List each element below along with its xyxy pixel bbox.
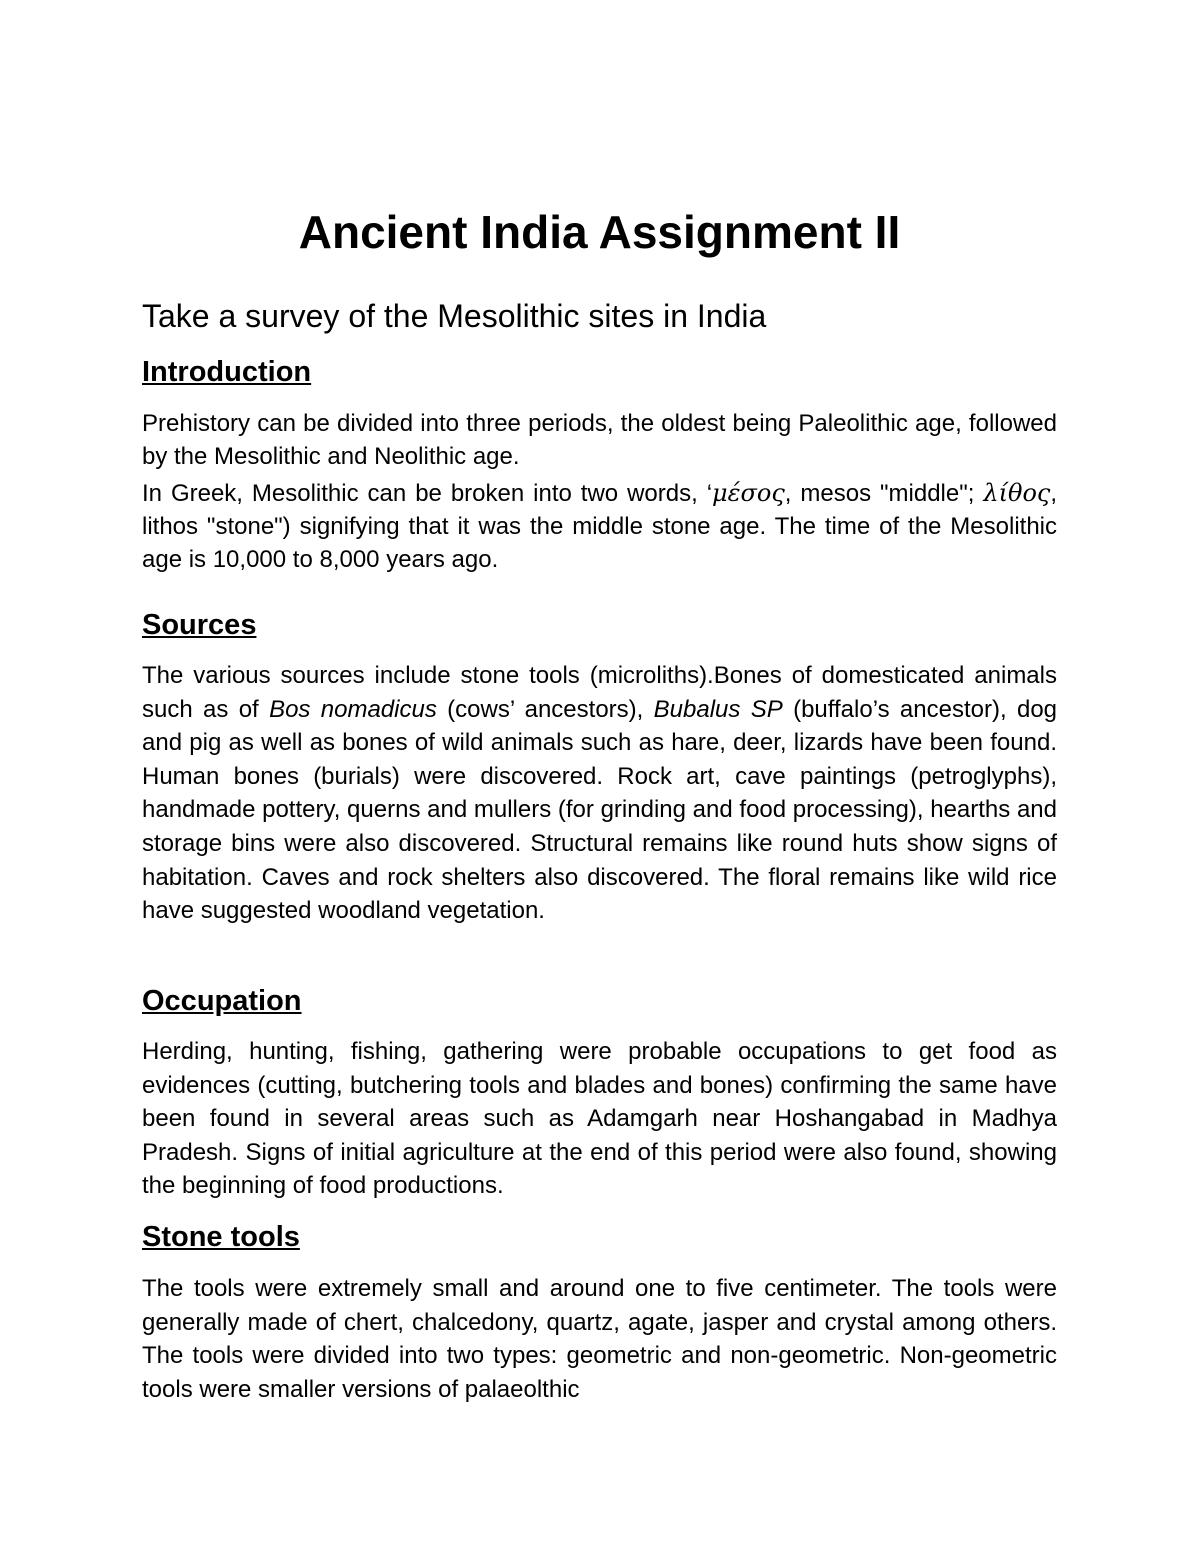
intro-text-a: In Greek, Mesolithic can be broken into two words, ‘ xyxy=(142,480,713,507)
intro-text-c: , lithos "stone") signifying that it was the middle stone age. The time of the Mesolithic age is 10,000 to 8,000 years ago. xyxy=(142,480,1058,573)
introduction-paragraph-2 xyxy=(142,477,1057,576)
species-bubalus-sp: Bubalus SP xyxy=(653,695,783,723)
sources-text-b: (cows’ ancestors), xyxy=(436,695,654,723)
occupation-heading: Occupation xyxy=(142,985,302,1017)
sources-text-a: The various sources include stone tools (microliths).Bones of domesticated animals such as of xyxy=(142,662,1057,723)
occupation-paragraph: Herding, hunting, fishing, gathering were probable occupations to get food as evidences (cutting, butchering tools and blades and bones) confirming the same have been found in several areas such as Adamgarh near Hoshangabad in Madhya Pradesh. Signs of initial agriculture at the end of this period were also found, showing the beginning of food productions. xyxy=(142,1038,1057,1200)
greek-word-lithos: λίθος xyxy=(983,479,1051,507)
species-bos-nomadicus: Bos nomadicus xyxy=(269,695,437,723)
sources-paragraph xyxy=(142,659,1057,928)
greek-word-mesos: μέσος xyxy=(712,479,785,507)
stone-tools-heading: Stone tools xyxy=(142,1221,300,1253)
sources-text-c: (buffalo’s ancestor), dog and pig as well as bones of wild animals such as hare, deer, lizards have been found. Human bones (burials) were discovered. Rock art, cave paintings (petroglyphs), handmade pottery, querns and mullers (for grinding and food processing), hearths and storage bins were also discovered. Structural remains like round huts show signs of habitation. Caves and rock shelters also discovered. The floral remains like wild rice have suggested woodland vegetation. xyxy=(142,695,1058,925)
intro-text-b: , mesos "middle"; xyxy=(784,480,984,507)
introduction-heading: Introduction xyxy=(142,356,312,388)
document-title: Ancient India Assignment II xyxy=(298,206,901,258)
introduction-paragraph-1: Prehistory can be divided into three periods, the oldest being Paleolithic age, followed by the Mesolithic and Neolithic age. xyxy=(142,410,1057,470)
sources-heading: Sources xyxy=(142,609,257,641)
stone-tools-paragraph: The tools were extremely small and around one to five centimeter. The tools were generally made of chert, chalcedony, quartz, agate, jasper and crystal among others. The tools were divided into two types: geometric and non-geometric. Non-geometric tools were smaller versions of palaeolthic xyxy=(142,1275,1057,1403)
assignment-question: Take a survey of the Mesolithic sites in India xyxy=(142,298,767,334)
